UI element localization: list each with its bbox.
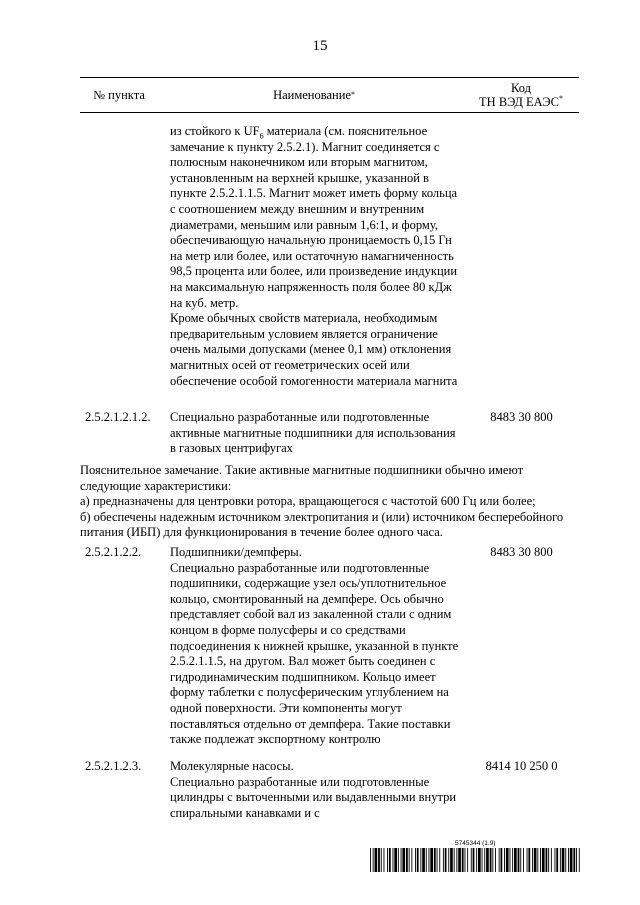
- continuation-text: [170, 124, 460, 389]
- item-title: Подшипники/демпферы.: [170, 545, 302, 559]
- page-number: 15: [312, 38, 328, 54]
- item-title: Молекулярные насосы.: [170, 759, 294, 773]
- table-header: [80, 77, 579, 113]
- continuation-paragraph-2: Кроме обычных свойств материала, необходимым предварительным условием является ограничение очень малыми допусками (менее 0,1 мм) отклонения магнитных осей от геометрических осей или обеспечение особой гомогенности материала магнита: [170, 311, 458, 388]
- note-intro: Пояснительное замечание. Такие активные магнитные подшипники обычно имеют следующие характеристики:: [80, 463, 524, 493]
- note-item-a: а) предназначены для центровки ротора, вращающегося с частотой 600 Гц или более;: [80, 494, 536, 509]
- explanatory-note: [80, 463, 580, 541]
- barcode: [370, 848, 583, 872]
- header-code-footnote-mark: *: [558, 93, 563, 103]
- barcode-id: 5745344 (1.9): [455, 840, 496, 847]
- item-description: Специально разработанные или подготовленные цилиндры с выточенными или выдавленными внутри спиральными канавками и с: [170, 774, 457, 820]
- item-name: [170, 759, 460, 821]
- header-number-column: № пункта: [93, 88, 145, 102]
- item-name: Специально разработанные или подготовленные активные магнитные подшипники для использования в газовых центрифугах: [170, 410, 456, 456]
- item-number: 2.5.2.1.2.3.: [85, 759, 142, 773]
- item-code: 8483 30 800: [490, 410, 553, 424]
- header-name-column: Наименование *: [273, 88, 355, 102]
- continuation-line1: из стойкого к $UF_6$ материала (см. пояснительное: [170, 124, 428, 141]
- item-code: 8483 30 800: [490, 545, 553, 559]
- item-code: 8414 10 250 0: [485, 759, 558, 773]
- item-name: [170, 545, 460, 748]
- item-description: Специально разработанные или подготовленные подшипники, содержащие узел ось/уплотнительное кольцо, смонтированный на демпфере. Ось обычно представляет собой вал из закаленной стали с одним концом в форме полусферы и со средствами подсоединения к нижней крышке, указанной в пункте 2.5.2.1.1.5, на другом. Вал может быть соединен с гидродинамическим подшипником. Кольцо имеет форму таблетки с полусферическим углублением на одной поверхности. Эти компоненты могут поставляться отдельно от демпфера. Такие поставки также подлежат экспортному контролю: [170, 560, 459, 747]
- header-code-column: [465, 78, 577, 112]
- header-name-label: Наименование: [273, 88, 351, 102]
- note-item-b: б) обеспечены надежным источником электропитания и (или) источником бесперебойного питания (ИБП) для функционирования в течение более одного часа.: [80, 509, 564, 540]
- header-code-line2: ТН ВЭД ЕАЭС: [479, 95, 559, 109]
- continuation-paragraph: замечание к пункту 2.5.2.1). Магнит соединяется с полюсным наконечником или вторым магнитом, установленным на верхней крышке, указанной в пункте 2.5.2.1.1.5. Магнит может иметь форму кольца с соотношением между внешним и внутренним диаметрами, меньшим или равным 1,6:1, и форму, обеспечивающую начальную проницаемость 0,15 Гн на метр или более, или остаточную намагниченность 98,5 процента или более, или произведение индукции на максимальную напряженность поля более 80 кДж на куб. метр.: [170, 139, 458, 310]
- header-code-line1: Код: [511, 81, 531, 95]
- item-number: 2.5.2.1.2.1.2.: [85, 410, 151, 424]
- item-number: 2.5.2.1.2.2.: [85, 545, 142, 559]
